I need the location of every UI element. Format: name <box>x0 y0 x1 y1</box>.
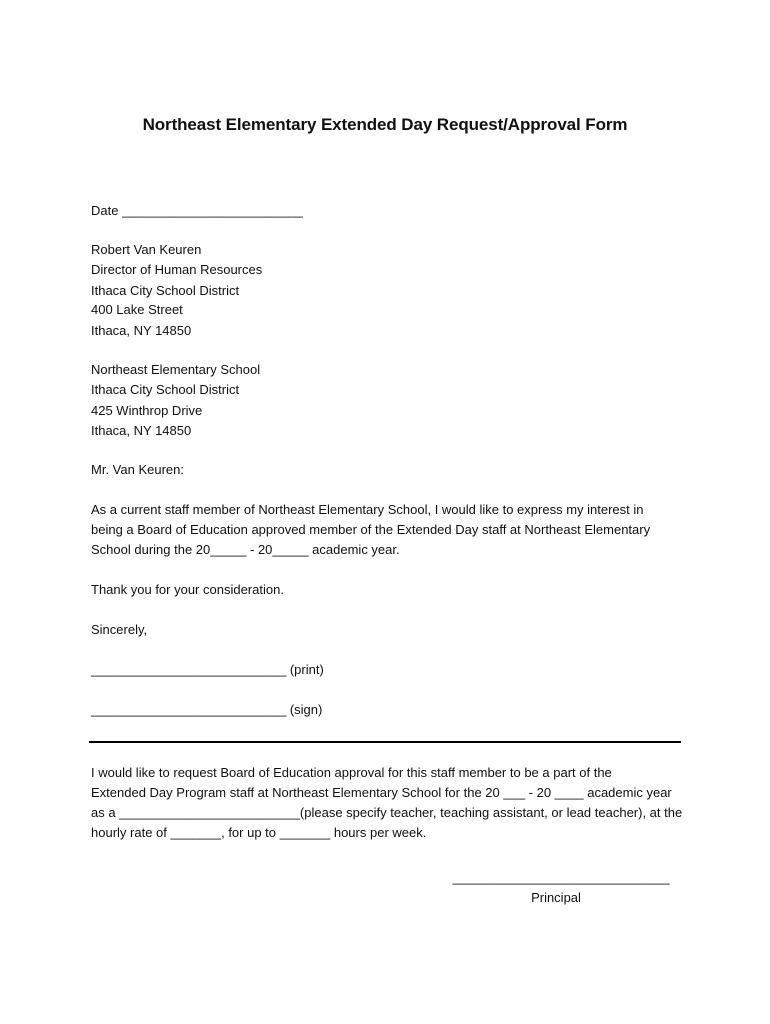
print-name-field: ___________________________ (print) <box>91 662 324 677</box>
recipient-position: Director of Human Resources <box>91 262 263 277</box>
form-title: Northeast Elementary Extended Day Request/Approval Form <box>142 115 628 134</box>
principal-signature-line: ______________________________ <box>452 870 670 885</box>
recipient-name: Robert Van Keuren <box>91 242 202 257</box>
request-paragraph <box>91 500 681 560</box>
sender-street: 425 Winthrop Drive <box>91 403 203 418</box>
principal-signature-block <box>452 868 670 908</box>
request-line: As a current staff member of Northeast Elementary School, I would like to express my interest in <box>91 502 644 517</box>
recipient-street: 400 Lake Street <box>91 302 183 317</box>
recipient-city: Ithaca, NY 14850 <box>91 323 192 338</box>
sender-city: Ithaca, NY 14850 <box>91 423 192 438</box>
request-line: School during the 20_____ - 20_____ academic year. <box>91 542 400 557</box>
date-field: Date _________________________ <box>91 203 303 218</box>
approval-line: as a _________________________(please specify teacher, teaching assistant, or lead teacher), at the <box>91 805 683 820</box>
approval-line: hourly rate of _______, for up to _______ hours per week. <box>91 825 427 840</box>
thanks-line: Thank you for your consideration. <box>91 582 284 597</box>
approval-paragraph <box>91 763 681 843</box>
signature-field: ___________________________ (sign) <box>91 702 323 717</box>
request-line: being a Board of Education approved member of the Extended Day staff at Northeast Elementary <box>91 522 651 537</box>
salutation: Mr. Van Keuren: <box>91 462 184 477</box>
closing: Sincerely, <box>91 622 148 637</box>
sender-organization: Ithaca City School District <box>91 382 240 397</box>
recipient-organization: Ithaca City School District <box>91 283 240 298</box>
section-divider <box>89 741 681 743</box>
approval-line: Extended Day Program staff at Northeast Elementary School for the 20 ___ - 20 ____ academic year <box>91 785 672 800</box>
approval-line: I would like to request Board of Education approval for this staff member to be a part of the <box>91 765 612 780</box>
principal-label: Principal <box>531 890 581 905</box>
sender-school: Northeast Elementary School <box>91 362 261 377</box>
